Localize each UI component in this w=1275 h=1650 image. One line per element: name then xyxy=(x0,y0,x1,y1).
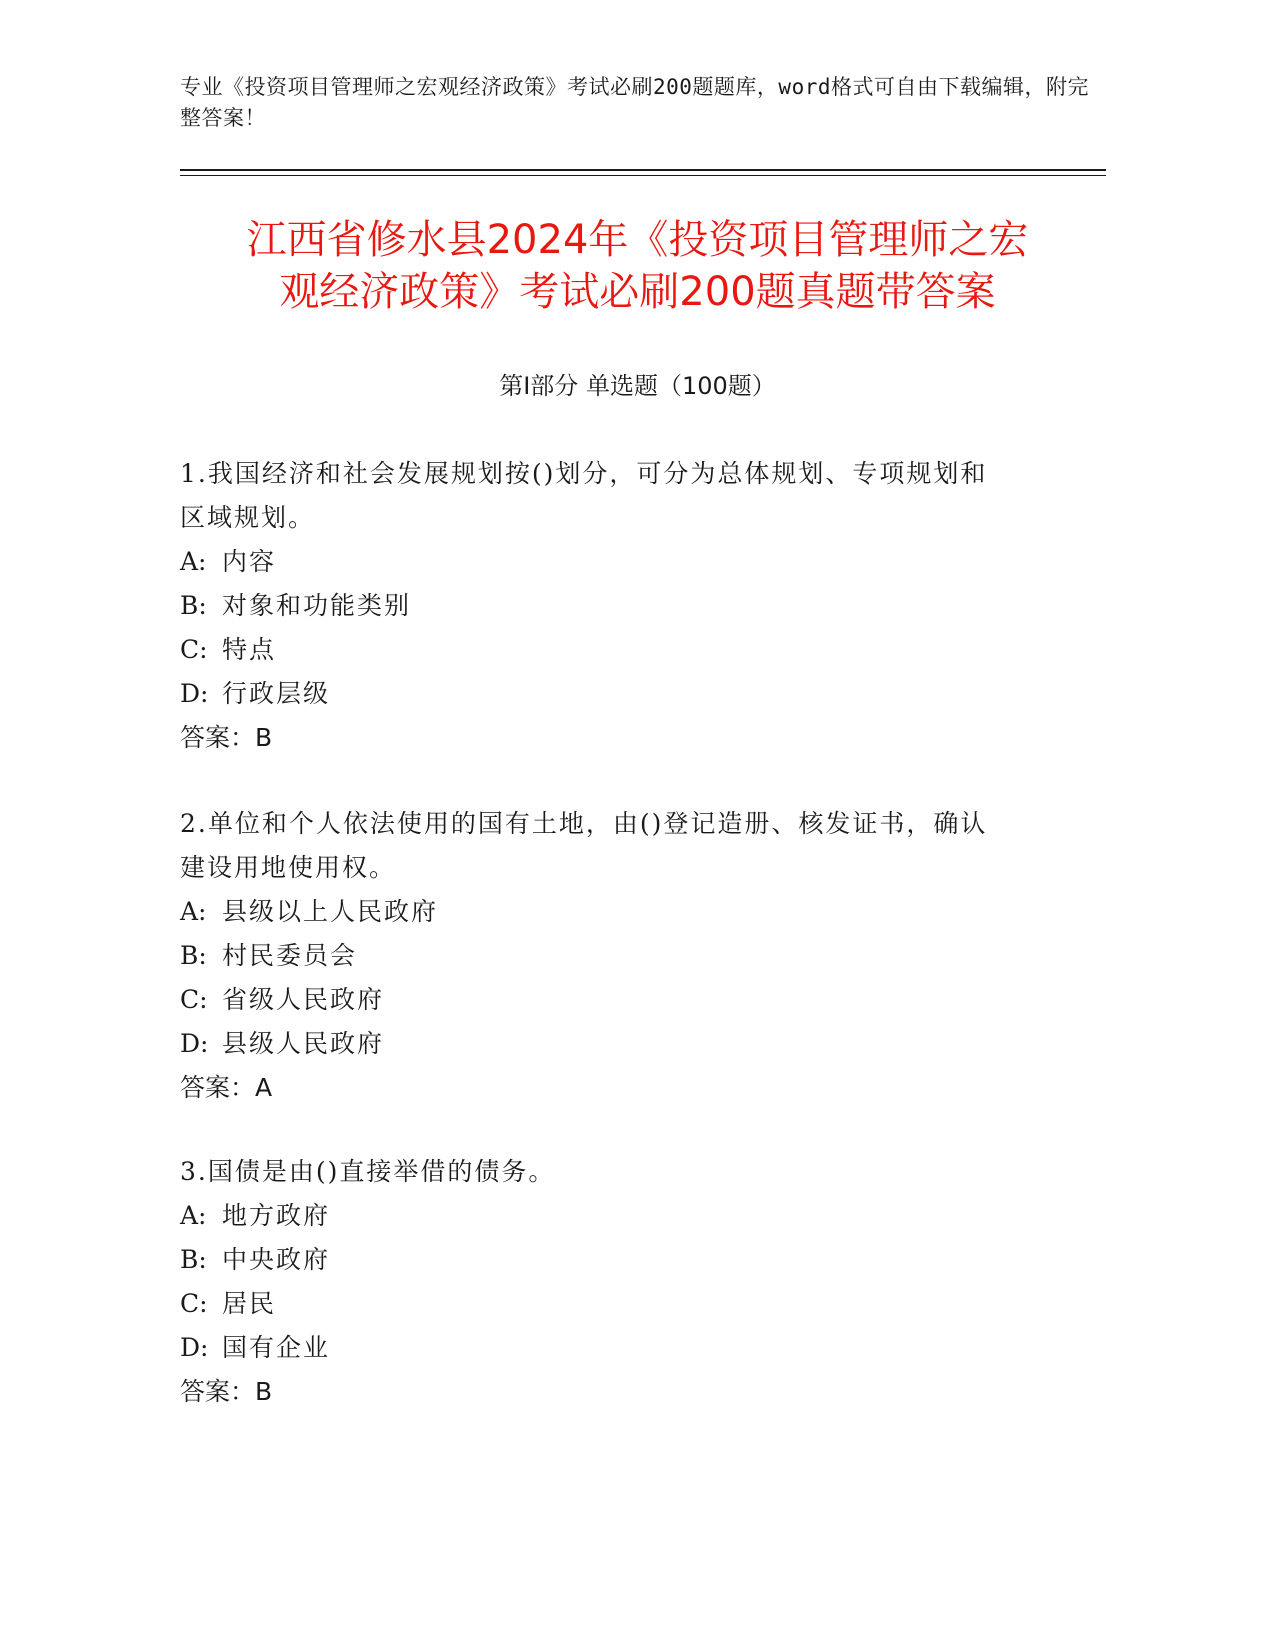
option-key: B: xyxy=(180,591,207,620)
option-b xyxy=(180,1238,1040,1282)
option-text: 居民 xyxy=(222,1289,277,1318)
option-key: A: xyxy=(180,897,207,926)
question-3 xyxy=(180,1150,1040,1414)
option-text: 省级人民政府 xyxy=(222,985,385,1014)
option-key: D: xyxy=(180,1029,209,1058)
option-b xyxy=(180,584,1040,628)
option-d xyxy=(180,1326,1040,1370)
question-1 xyxy=(180,452,1040,760)
option-key: C: xyxy=(180,985,208,1014)
option-c xyxy=(180,978,1040,1022)
option-text: 国有企业 xyxy=(222,1333,331,1362)
option-key: B: xyxy=(180,941,207,970)
option-text: 对象和功能类别 xyxy=(222,591,412,620)
header-divider-thick xyxy=(180,169,1106,171)
option-d xyxy=(180,1022,1040,1066)
section-title: 第Ⅰ部分 单选题（100题） xyxy=(499,372,776,400)
question-stem-line-1: 1.我国经济和社会发展规划按()划分，可分为总体规划、专项规划和 xyxy=(180,459,988,488)
option-text: 村民委员会 xyxy=(222,941,358,970)
answer: 答案：A xyxy=(180,1073,273,1102)
option-key: A: xyxy=(180,547,207,576)
option-text: 内容 xyxy=(222,547,277,576)
question-stem-line-2: 建设用地使用权。 xyxy=(180,853,397,882)
option-text: 地方政府 xyxy=(222,1201,331,1230)
header-divider-thin xyxy=(180,175,1106,176)
option-key: D: xyxy=(180,1333,209,1362)
answer: 答案：B xyxy=(180,1377,273,1406)
option-key: A: xyxy=(180,1201,207,1230)
header-note: 专业《投资项目管理师之宏观经济政策》考试必刷200题题库，word格式可自由下载编辑，附完整答案！ xyxy=(180,75,1089,130)
option-key: B: xyxy=(180,1245,207,1274)
document-title xyxy=(150,214,1125,318)
option-key: D: xyxy=(180,679,209,708)
option-c xyxy=(180,1282,1040,1326)
option-text: 行政层级 xyxy=(222,679,331,708)
answer: 答案：B xyxy=(180,723,273,752)
option-key: C: xyxy=(180,1289,208,1318)
document-title-line-2: 观经济政策》考试必刷200题真题带答案 xyxy=(279,269,996,315)
option-text: 县级人民政府 xyxy=(222,1029,385,1058)
option-key: C: xyxy=(180,635,208,664)
option-text: 特点 xyxy=(222,635,277,664)
question-stem-line-1: 3.国债是由()直接举借的债务。 xyxy=(180,1157,556,1186)
document-title-line-1: 江西省修水县2024年《投资项目管理师之宏 xyxy=(246,217,1029,263)
option-a xyxy=(180,540,1040,584)
question-stem-line-2: 区域规划。 xyxy=(180,503,316,532)
option-a xyxy=(180,1194,1040,1238)
option-text: 中央政府 xyxy=(222,1245,331,1274)
option-d xyxy=(180,672,1040,716)
question-stem-line-1: 2.单位和个人依法使用的国有土地，由()登记造册、核发证书，确认 xyxy=(180,809,988,838)
option-text: 县级以上人民政府 xyxy=(222,897,439,926)
option-b xyxy=(180,934,1040,978)
question-2 xyxy=(180,802,1040,1110)
option-a xyxy=(180,890,1040,934)
option-c xyxy=(180,628,1040,672)
